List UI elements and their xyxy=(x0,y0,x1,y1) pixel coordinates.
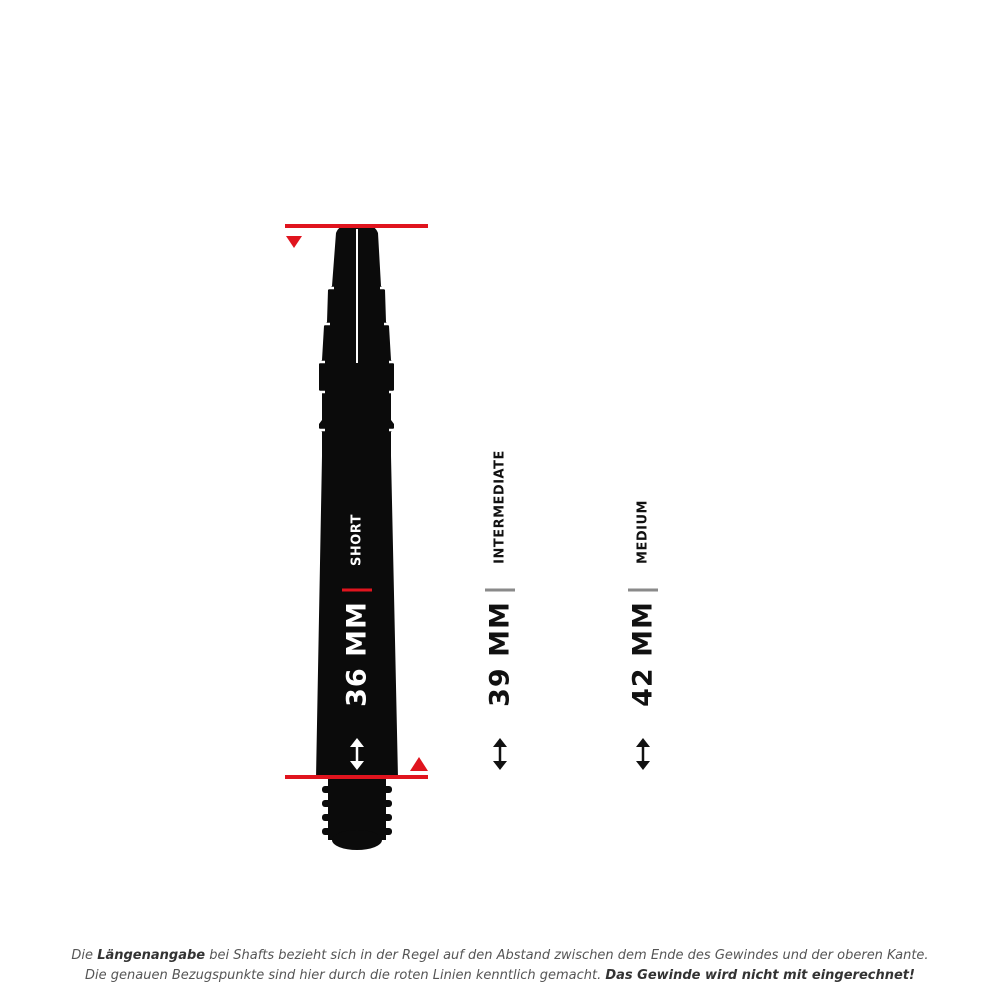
footnote-line-2 xyxy=(0,966,1000,986)
size-label-short: SHORT xyxy=(349,513,365,567)
footnote-emphasis: Das Gewinde wird nicht mit eingerechnet! xyxy=(605,968,915,983)
footnote-text: bei Shafts bezieht sich in der Regel auf den Abstand zwischen dem Ende des Gewindes und der oberen Kante. xyxy=(205,948,929,963)
footnote-text: Die xyxy=(71,948,98,963)
length-label-intermediate: 39 MM xyxy=(484,601,516,707)
double-arrow-vertical-icon xyxy=(636,738,650,770)
footnote-emphasis: Längenangabe xyxy=(97,948,206,963)
length-label-short: 36 MM xyxy=(341,601,373,707)
shaft-thread xyxy=(322,778,392,850)
footnote-text: Die genauen Bezugspunkte sind hier durch die roten Linien kenntlich gemacht. xyxy=(85,968,606,983)
double-arrow-vertical-icon xyxy=(493,738,507,770)
footnote-line-1 xyxy=(0,946,1000,966)
triangle-down-icon xyxy=(286,236,302,248)
triangle-up-icon xyxy=(410,757,428,771)
size-label-intermediate: INTERMEDIATE xyxy=(492,450,508,564)
size-label-medium: MEDIUM xyxy=(635,500,651,564)
length-label-medium: 42 MM xyxy=(627,601,659,707)
footnote xyxy=(0,946,1000,986)
